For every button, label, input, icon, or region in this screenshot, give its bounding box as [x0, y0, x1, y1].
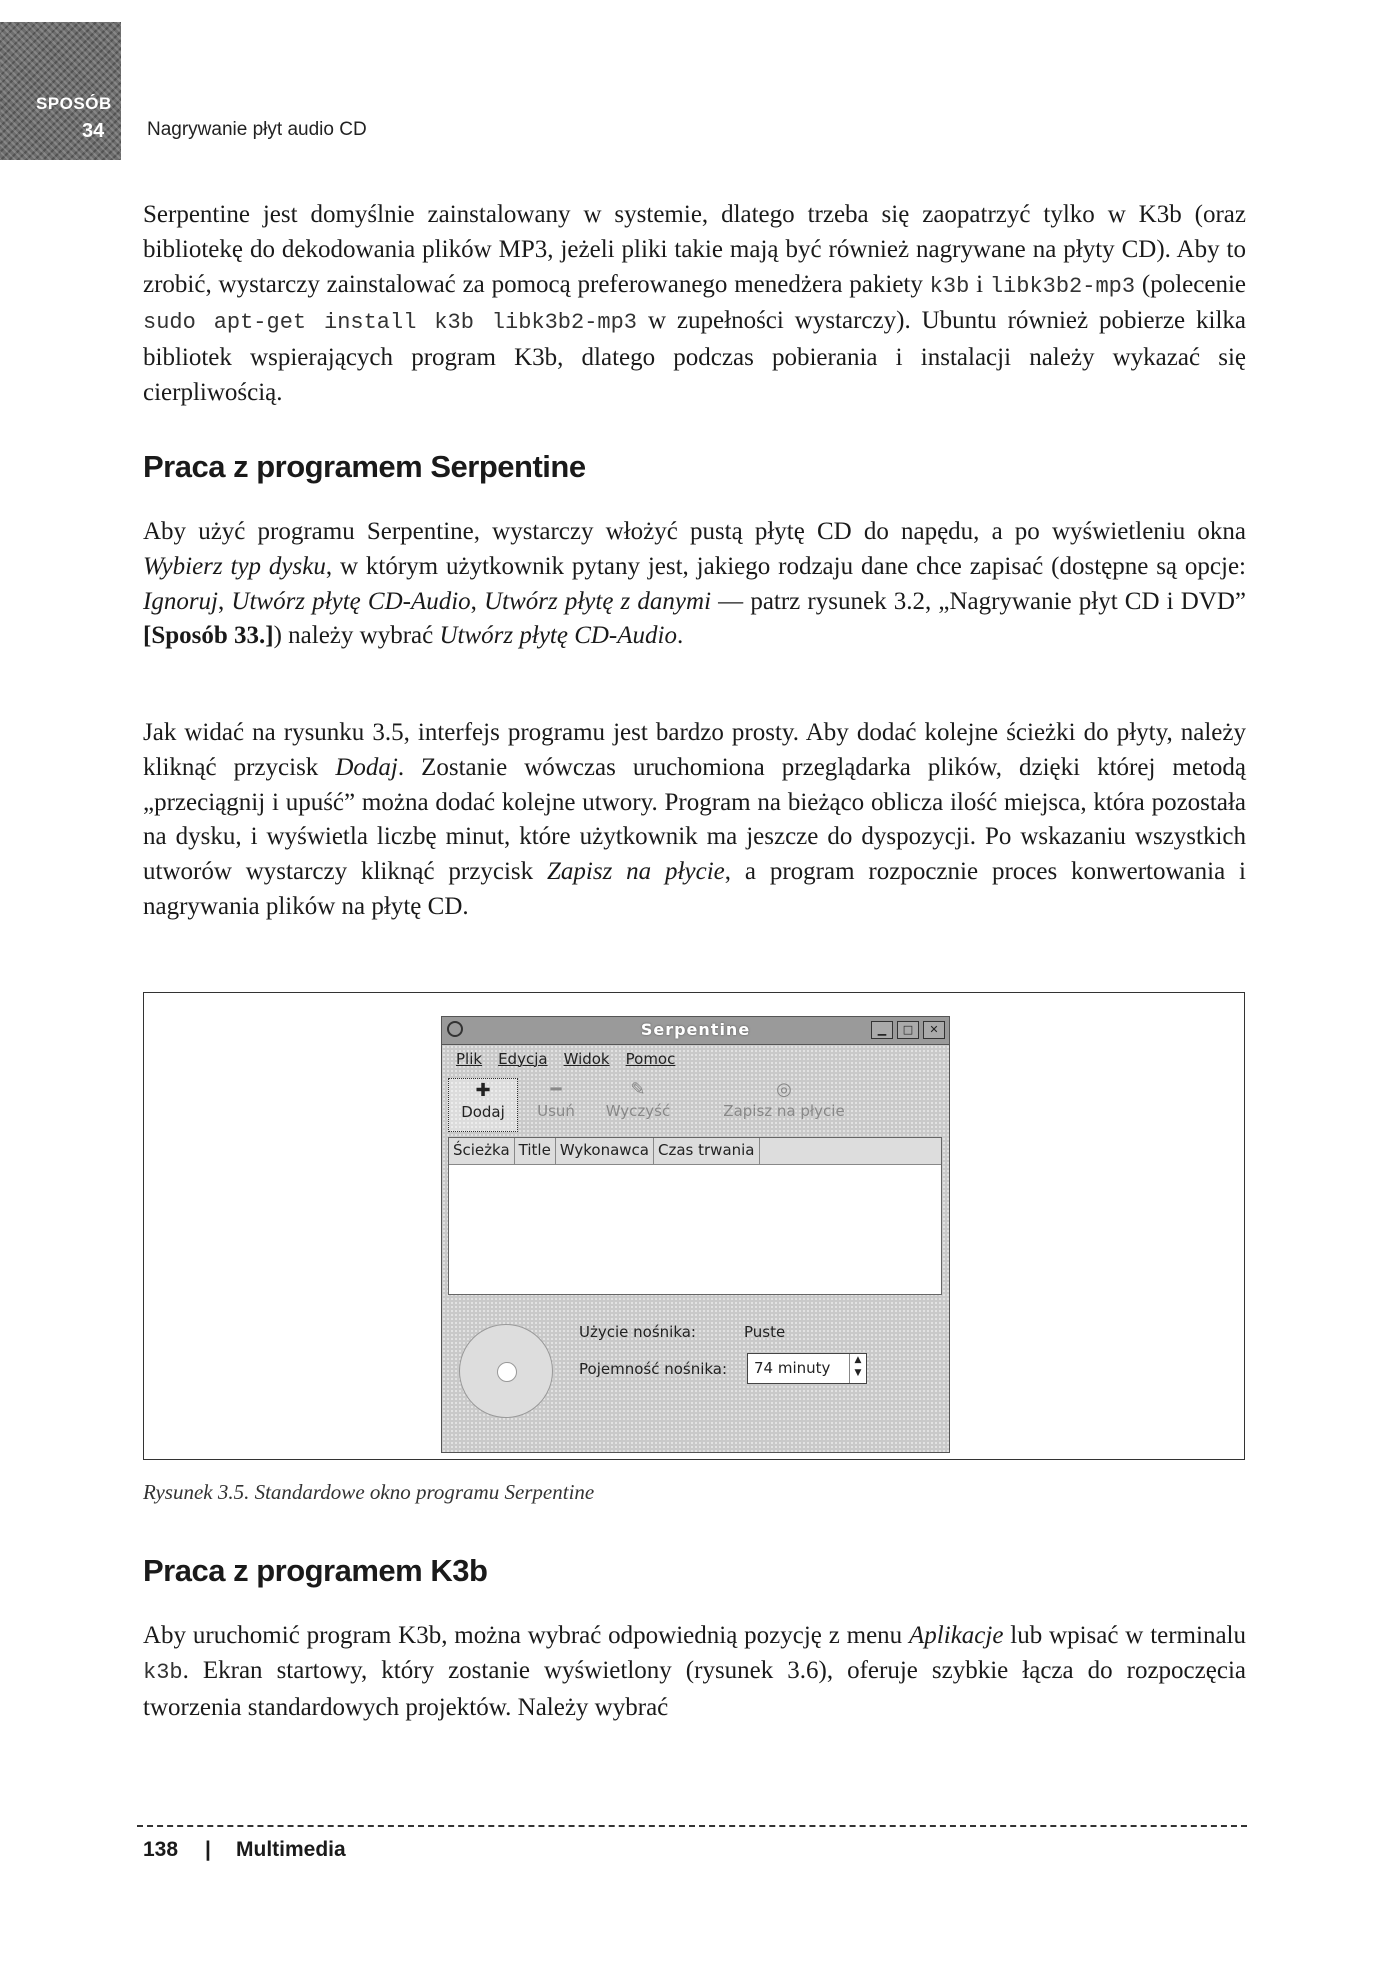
menu-widok[interactable]: Widok — [563, 1050, 610, 1068]
footer-section: Multimedia — [236, 1838, 346, 1861]
usage-value: Puste — [744, 1323, 786, 1341]
burn-button[interactable]: ◎ Zapisz na płycie — [714, 1078, 854, 1130]
window-titlebar[interactable] — [442, 1017, 949, 1045]
minimize-icon[interactable]: ▁ — [871, 1021, 893, 1039]
maximize-icon[interactable]: □ — [897, 1021, 919, 1039]
window-title: Serpentine — [640, 1020, 751, 1039]
page-number: 138 — [143, 1838, 179, 1861]
paragraph-3: Jak widać na rysunku 3.5, interfejs programu jest bardzo prosty. Aby dodać kolejne ścieżki do płyty, należy kliknąć przycisk Dodaj. Zostanie wówczas uruchomiona przeglądarka plików, dzięki której metodą „przeciągnij i upuść” można dodać kolejne utwory. Program na bieżąco oblicza ilość miejsca, która pozostała na dysku, i wyświetla liczbę minut, które użytkownik ma jeszcze do dyspozycji. Po wskazaniu wszystkich utworów wystarczy kliknąć przycisk Zapisz na płycie, a program rozpocznie proces konwertowania i nagrywania plików na płytę CD. — [143, 719, 1247, 920]
clear-button[interactable]: ✎ Wyczyść — [598, 1078, 678, 1130]
capacity-value: 74 minuty — [754, 1359, 831, 1377]
menu-edycja[interactable]: Edycja — [498, 1050, 548, 1068]
footer-separator: | — [205, 1838, 211, 1861]
menu-plik[interactable]: Plik — [456, 1050, 483, 1068]
disc-icon — [459, 1324, 553, 1418]
running-title: Nagrywanie płyt audio CD — [147, 119, 367, 140]
serpentine-window — [441, 1016, 950, 1453]
remove-icon: ━ — [550, 1079, 562, 1100]
menu-pomoc[interactable]: Pomoc — [625, 1050, 676, 1068]
badge-number: 34 — [82, 120, 105, 142]
remove-button[interactable]: ━ Usuń — [526, 1078, 586, 1130]
add-icon: ✚ — [475, 1080, 491, 1101]
heading-serpentine: Praca z programem Serpentine — [143, 449, 586, 484]
sposob-badge — [0, 22, 121, 160]
paragraph-4: Aby uruchomić program K3b, można wybrać odpowiednią pozycję z menu Aplikacje lub wpisać w terminalu k3b. Ekran startowy, który zostanie wyświetlony (rysunek 3.6), oferuje szybkie łącza do rozpoczęcia tworzenia standardowych projektów. Należy wybrać — [143, 1622, 1246, 1721]
spin-arrows-icon[interactable]: ▲ ▼ — [849, 1354, 866, 1383]
heading-k3b: Praca z programem K3b — [143, 1553, 488, 1588]
disc-hole — [497, 1362, 517, 1382]
paragraph-2: Aby użyć programu Serpentine, wystarczy włożyć pustą płytę CD do napędu, a po wyświetleniu okna Wybierz typ dysku, w którym użytkownik pytany jest, jakiego rodzaju dane chce zapisać (dostępne są opcje: Ignoruj, Utwórz płytę CD-Audio, Utwórz płytę z danymi — patrz rysunek 3.2, „Nagrywanie płyt CD i DVD” [Sposób 33.]) należy wybrać Utwórz płytę CD-Audio. — [143, 518, 1246, 650]
track-list[interactable] — [448, 1137, 942, 1295]
paragraph-1: Serpentine jest domyślnie zainstalowany w systemie, dlatego trzeba się zaopatrzyć tylko w K3b (oraz bibliotekę do dekodowania plików MP3, jeżeli pliki takie mają być również nagrywane na płyty CD). Aby to zrobić, wystarczy zainstalować za pomocą preferowanego menedżera pakiety k3b i libk3b2-mp3 (polecenie sudo apt-get install k3b libk3b2-mp3 w zupełności wystarczy). Ubuntu również pobierze kilka bibliotek wspierających program K3b, dlatego podczas pobierania i instalacji należy wykazać się cierpliwością. — [143, 201, 1246, 406]
capacity-label: Pojemność nośnika: — [579, 1360, 728, 1378]
badge-word: SPOSÓB — [36, 94, 112, 113]
burn-disc-icon: ◎ — [776, 1079, 792, 1100]
column-title[interactable]: Title — [515, 1138, 556, 1164]
footer-rule — [137, 1825, 1247, 1827]
column-czas-trwania[interactable]: Czas trwania — [654, 1138, 760, 1164]
usage-label: Użycie nośnika: — [579, 1323, 696, 1341]
column-wykonawca[interactable]: Wykonawca — [556, 1138, 654, 1164]
track-list-header — [449, 1138, 941, 1165]
close-icon[interactable]: ✕ — [923, 1021, 945, 1039]
toolbar — [448, 1078, 938, 1132]
figure-caption: Rysunek 3.5. Standardowe okno programu Serpentine — [143, 1480, 595, 1504]
capacity-select[interactable] — [747, 1353, 867, 1384]
menu-bar — [456, 1050, 675, 1068]
add-button[interactable]: ✚ Dodaj — [448, 1078, 518, 1132]
column-sciezka[interactable]: Ścieżka — [449, 1138, 515, 1164]
broom-icon: ✎ — [630, 1079, 646, 1100]
